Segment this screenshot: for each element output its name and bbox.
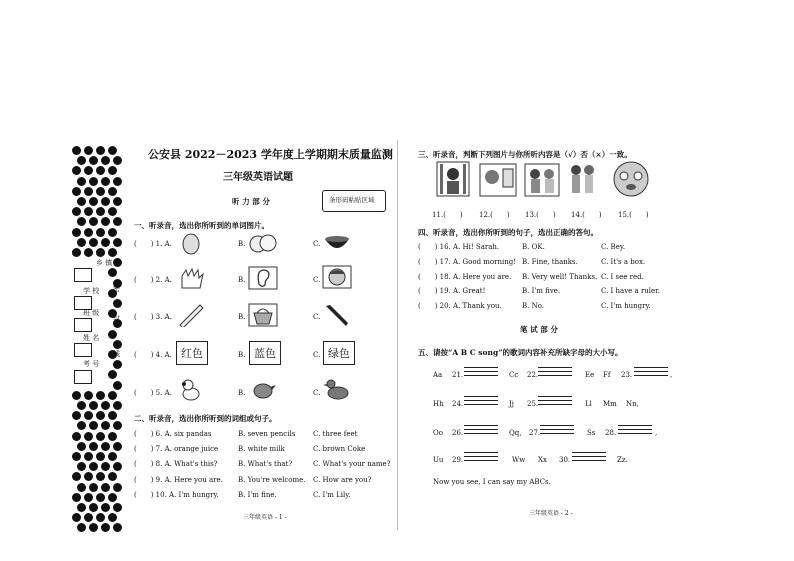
binding-dot [108, 207, 117, 216]
closing-sentence: Now you see, I can say my ABCs. [433, 478, 551, 486]
letter-qq: Qq， [509, 429, 527, 437]
sec2-row-3-question: ( ) 8. A. What's this? [134, 460, 218, 469]
side-label-town: 乡 镇 [96, 259, 113, 267]
q15-answer[interactable]: 15.( ) [618, 211, 649, 219]
binding-dot [72, 207, 81, 216]
hand-icon[interactable] [176, 266, 206, 290]
binding-dot [96, 207, 105, 216]
barcode-label: 条形码粘贴区域 [329, 196, 375, 204]
sec4-row-2-question: ( ) 17. A. Good morning! [418, 257, 517, 266]
binding-dot [89, 503, 98, 512]
comma-1: , [670, 371, 673, 379]
duck-icon[interactable] [322, 377, 352, 401]
seal-char-3: 线 [113, 350, 120, 358]
binding-dot [89, 483, 98, 492]
sec2-row-3-option-b[interactable]: B. What's that? [238, 460, 293, 469]
binding-dot [84, 411, 93, 420]
binding-dot [108, 187, 117, 196]
binding-dot [108, 493, 117, 502]
binding-dot [84, 228, 93, 237]
sec2-row-4-question: ( ) 9. A. Here you are. [134, 475, 223, 484]
color-card-blue[interactable]: 蓝色 [249, 341, 281, 365]
binding-dot [89, 217, 98, 226]
q4-option-b: B. [238, 351, 246, 359]
blank-22-lines[interactable] [538, 367, 572, 381]
binding-dot [108, 513, 117, 522]
letter-ww: Ww [512, 456, 526, 464]
basket-icon[interactable] [248, 303, 278, 327]
dog-icon[interactable] [176, 378, 206, 402]
binding-dot [113, 217, 122, 226]
section-2-heading: 二、听录音，选出你所听到的词组或句子。 [134, 414, 277, 423]
binding-dot [101, 483, 110, 492]
q5-number: ( ) 5. A. [134, 389, 172, 397]
binding-dot [72, 452, 81, 461]
blank-28-lines[interactable] [618, 425, 652, 439]
binding-dot [96, 248, 105, 257]
binding-dot [113, 462, 122, 471]
section-3-heading: 三、听录音，判断下列图片与你所听内容是（√）否（×）一致。 [418, 150, 632, 159]
sec4-row-3-question: ( ) 18. A. Here you are. [418, 272, 512, 281]
listening-part-heading: 听 力 部 分 [232, 197, 270, 206]
q2-option-b: B. [238, 276, 246, 284]
binding-dot [101, 177, 110, 186]
binding-dot [113, 421, 122, 430]
binding-dot [77, 421, 86, 430]
sec2-row-2-option-c[interactable]: C. brown Coke [313, 445, 366, 454]
binding-dot [96, 452, 105, 461]
blank-27-label: 27. [529, 429, 541, 437]
binding-dot [77, 483, 86, 492]
letter-xx: Xx [538, 456, 547, 464]
pen-icon[interactable] [322, 303, 352, 327]
binding-dot [84, 248, 93, 257]
letter-ff: Ff [603, 371, 611, 379]
binding-dot [84, 166, 93, 175]
binding-dot [84, 207, 93, 216]
sec4-row-4-option-b[interactable]: B. I'm five. [522, 287, 561, 296]
binding-dot [72, 228, 81, 237]
exam-subtitle: 三年级英语试题 [223, 172, 293, 183]
binding-dot [113, 523, 122, 532]
q1-option-c: C. [313, 240, 321, 248]
seal-char-2: 封 [113, 315, 120, 323]
letter-jj: Jj [509, 400, 514, 408]
sec4-row-3-option-c[interactable]: C. I see red. [601, 272, 644, 281]
sec4-row-1-question: ( ) 16. A. Hi! Sarah. [418, 243, 500, 251]
letter-uu: Uu [433, 456, 444, 464]
egg-icon[interactable] [176, 232, 206, 256]
sec2-row-5-option-b[interactable]: B. I'm fine. [238, 490, 277, 499]
sec2-row-1-question: ( ) 6. A. six pandas [134, 430, 212, 438]
blank-23-label: 23. [621, 371, 633, 379]
id-field[interactable] [74, 370, 92, 384]
binding-dot [96, 513, 105, 522]
color-card-red[interactable]: 红色 [176, 341, 208, 365]
binding-dot [101, 401, 110, 410]
binding-dot [89, 197, 98, 206]
binding-dot [89, 401, 98, 410]
binding-dot [113, 381, 122, 390]
sec2-row-4-option-b[interactable]: B. You're welcome. [238, 475, 306, 484]
town-field[interactable] [74, 268, 92, 282]
blank-30-label: 30. [559, 456, 571, 464]
blank-22-label: 22. [527, 371, 539, 379]
bird-icon[interactable] [248, 378, 278, 402]
name-field[interactable] [74, 343, 92, 357]
binding-dot [77, 503, 86, 512]
binding-dot [113, 238, 122, 247]
round-face-icon[interactable] [611, 160, 651, 198]
sec4-row-4-option-c[interactable]: C. I have a ruler. [601, 287, 660, 296]
blank-26-lines[interactable] [464, 425, 498, 439]
q12-answer[interactable]: 12.( ) [479, 211, 510, 219]
binding-dot [113, 360, 122, 369]
writing-part-heading: 笔 试 部 分 [520, 325, 558, 334]
blank-26-label: 26. [452, 429, 464, 437]
sec4-row-5-option-c[interactable]: C. I'm hungry. [601, 302, 651, 311]
blank-21-lines[interactable] [464, 367, 498, 381]
letter-mm: Mm [603, 400, 617, 408]
binding-dot [96, 166, 105, 175]
binding-dot [108, 330, 117, 339]
binding-dot [113, 483, 122, 492]
binding-dot [77, 156, 86, 165]
binding-dot [84, 432, 93, 441]
q5-option-c: C. [313, 389, 321, 397]
binding-dot [72, 411, 81, 420]
binding-dot [89, 238, 98, 247]
comma-3: , [655, 429, 658, 437]
binding-dot [113, 299, 122, 308]
q1-option-b: B. [238, 240, 246, 248]
q2-option-c: C. [313, 276, 321, 284]
letter-cc: Cc [509, 371, 519, 379]
binding-dot [89, 442, 98, 451]
binding-dot [108, 268, 117, 277]
blank-24-lines[interactable] [464, 396, 498, 410]
blank-30-lines[interactable] [572, 452, 606, 466]
q2-number: ( ) 2. A. [134, 276, 172, 284]
binding-dot [96, 472, 105, 481]
binding-dot [108, 432, 117, 441]
sec4-row-5-question: ( ) 20. A. Thank you. [418, 302, 502, 311]
q3-number: ( ) 3. A. [134, 313, 172, 321]
q14-answer[interactable]: 14.( ) [571, 211, 602, 219]
sec2-row-2-question: ( ) 7. A. orange juice [134, 445, 219, 454]
binding-dot [84, 452, 93, 461]
side-label-school: 学 校 [83, 287, 100, 295]
binding-dot [84, 513, 93, 522]
binding-dot [77, 217, 86, 226]
sec2-row-1-option-c[interactable]: C. three feet [313, 430, 358, 438]
binding-dot [96, 411, 105, 420]
binding-dot [84, 146, 93, 155]
class-field[interactable] [74, 318, 92, 332]
binding-dot [101, 442, 110, 451]
binding-dot [84, 391, 93, 400]
q4-number: ( ) 4. A. [134, 351, 172, 359]
binding-dot [89, 462, 98, 471]
binding-dot [96, 432, 105, 441]
exam-title: 公安县 2022－2023 学年度上学期期末质量监测 [148, 148, 393, 161]
binding-dot [72, 513, 81, 522]
binding-dot [89, 421, 98, 430]
sec4-row-2-option-c[interactable]: C. It's a box. [601, 257, 646, 266]
letter-hh: Hh [433, 400, 444, 408]
binding-dot [72, 187, 81, 196]
sec4-row-4-question: ( ) 19. A. Great! [418, 287, 486, 296]
binding-dot [89, 523, 98, 532]
binding-dot [108, 166, 117, 175]
ear-icon[interactable] [248, 266, 278, 290]
page-1-footer: 三年级英语 - 1 - [243, 514, 287, 521]
page-2-footer: 三年级英语 - 2 - [529, 510, 573, 517]
ruler-icon[interactable] [176, 303, 206, 327]
binding-dot [113, 177, 122, 186]
binding-dot [101, 156, 110, 165]
section-4-heading: 四、听录音，选出你所听到的句子，选出正确的答句。 [418, 228, 598, 237]
binding-dot [72, 391, 81, 400]
sec4-row-1-option-b[interactable]: B. OK. [522, 243, 545, 251]
letter-ee: Ee [585, 371, 595, 379]
binding-dot [113, 197, 122, 206]
blank-29-label: 29. [452, 456, 464, 464]
sec4-row-1-option-c[interactable]: C. Bey. [601, 243, 626, 251]
binding-dot [72, 472, 81, 481]
binding-dot [77, 238, 86, 247]
binding-dot [101, 197, 110, 206]
barcode-area [322, 190, 386, 212]
binding-dot [72, 493, 81, 502]
section-1-heading: 一、听录音，选出你所听到的单词图片。 [134, 221, 269, 230]
q13-answer[interactable]: 13.( ) [525, 211, 556, 219]
binding-dot [89, 177, 98, 186]
boy-mother-icon[interactable] [524, 163, 560, 197]
binding-dot [113, 503, 122, 512]
binding-dot [113, 401, 122, 410]
binding-dot [84, 493, 93, 502]
sec2-row-3-option-c[interactable]: C. What's your name? [313, 460, 391, 469]
binding-dot [101, 523, 110, 532]
binding-dot [113, 156, 122, 165]
oranges-icon[interactable] [248, 231, 278, 255]
binding-dot [108, 472, 117, 481]
binding-dot [77, 401, 86, 410]
blank-25-label: 25. [527, 400, 539, 408]
blank-27-lines[interactable] [540, 425, 574, 439]
blank-28-label: 28. [605, 429, 617, 437]
blank-21-label: 21. [452, 371, 464, 379]
sec2-row-5-question: ( ) 10. A. I'm hungry. [134, 490, 219, 499]
binding-dot [96, 228, 105, 237]
girl-mirror-icon[interactable] [479, 163, 517, 197]
letter-nn: Nn, [626, 400, 639, 408]
section-5-heading: 五、请按“A B C song”的歌词内容补充所缺字母的大小写。 [418, 348, 623, 357]
seal-char-1: 密 [113, 285, 120, 293]
binding-dot [108, 146, 117, 155]
letter-oo: Oo [433, 429, 443, 437]
q11-answer[interactable]: 11.( ) [432, 211, 463, 219]
q5-option-b: B. [238, 389, 246, 397]
q3-option-b: B. [238, 313, 246, 321]
q1-number: ( ) 1. A. [134, 240, 172, 248]
binding-dot [89, 156, 98, 165]
blank-23-lines[interactable] [634, 367, 668, 381]
blank-25-lines[interactable] [538, 396, 572, 410]
blank-24-label: 24. [452, 400, 464, 408]
sec2-row-5-option-c[interactable]: C. I'm Lily. [313, 490, 351, 499]
binding-dot [72, 146, 81, 155]
letter-ss: Ss [587, 429, 596, 437]
q3-option-c: C. [313, 313, 321, 321]
binding-dot [101, 503, 110, 512]
binding-dot [108, 370, 117, 379]
binding-dot [108, 248, 117, 257]
binding-dot [108, 228, 117, 237]
q4-option-c: C. [313, 351, 321, 359]
sec2-row-4-option-c[interactable]: C. How are you? [313, 475, 372, 484]
binding-dot [77, 197, 86, 206]
binding-dot [108, 391, 117, 400]
binding-dot [113, 340, 122, 349]
binding-dot [113, 442, 122, 451]
binding-dot [96, 391, 105, 400]
binding-dot [96, 493, 105, 502]
bowl-icon[interactable] [322, 231, 352, 255]
sec2-row-1-option-b[interactable]: B. seven pencils [238, 430, 296, 438]
binding-dot [84, 187, 93, 196]
side-label-name: 姓 名 [83, 334, 100, 342]
binding-dot [101, 217, 110, 226]
binding-dot [72, 432, 81, 441]
binding-dot [101, 462, 110, 471]
binding-dot [77, 523, 86, 532]
letter-zz: Zz. [617, 456, 628, 464]
binding-dot [72, 166, 81, 175]
binding-dot [113, 258, 122, 267]
binding-dot [84, 472, 93, 481]
side-label-id: 考 号 [83, 360, 100, 368]
sec2-row-2-option-b[interactable]: B. white milk [238, 445, 285, 454]
sec4-row-5-option-b[interactable]: B. No. [522, 302, 545, 311]
binding-dot [101, 238, 110, 247]
letter-ll: Ll [585, 400, 592, 408]
binding-dot [96, 146, 105, 155]
letter-aa: Aa [433, 371, 443, 379]
side-label-class: 班 级 [83, 309, 100, 317]
binding-dot [77, 442, 86, 451]
page-divider [397, 140, 398, 530]
sec4-row-2-option-b[interactable]: B. Fine, thanks. [522, 257, 578, 266]
kids-talking-icon[interactable] [567, 161, 599, 197]
blank-29-lines[interactable] [464, 452, 498, 466]
binding-dot [101, 421, 110, 430]
binding-dot [72, 248, 81, 257]
face-icon[interactable] [322, 265, 352, 289]
color-card-green[interactable]: 绿色 [323, 341, 355, 365]
boy-school-icon[interactable] [436, 161, 470, 197]
binding-dot [77, 177, 86, 186]
binding-dot [108, 411, 117, 420]
sec4-row-3-option-b[interactable]: B. Very well! Thanks. [522, 272, 598, 281]
binding-dot [77, 462, 86, 471]
school-field[interactable] [74, 296, 92, 310]
binding-dot [108, 452, 117, 461]
binding-dot [96, 187, 105, 196]
